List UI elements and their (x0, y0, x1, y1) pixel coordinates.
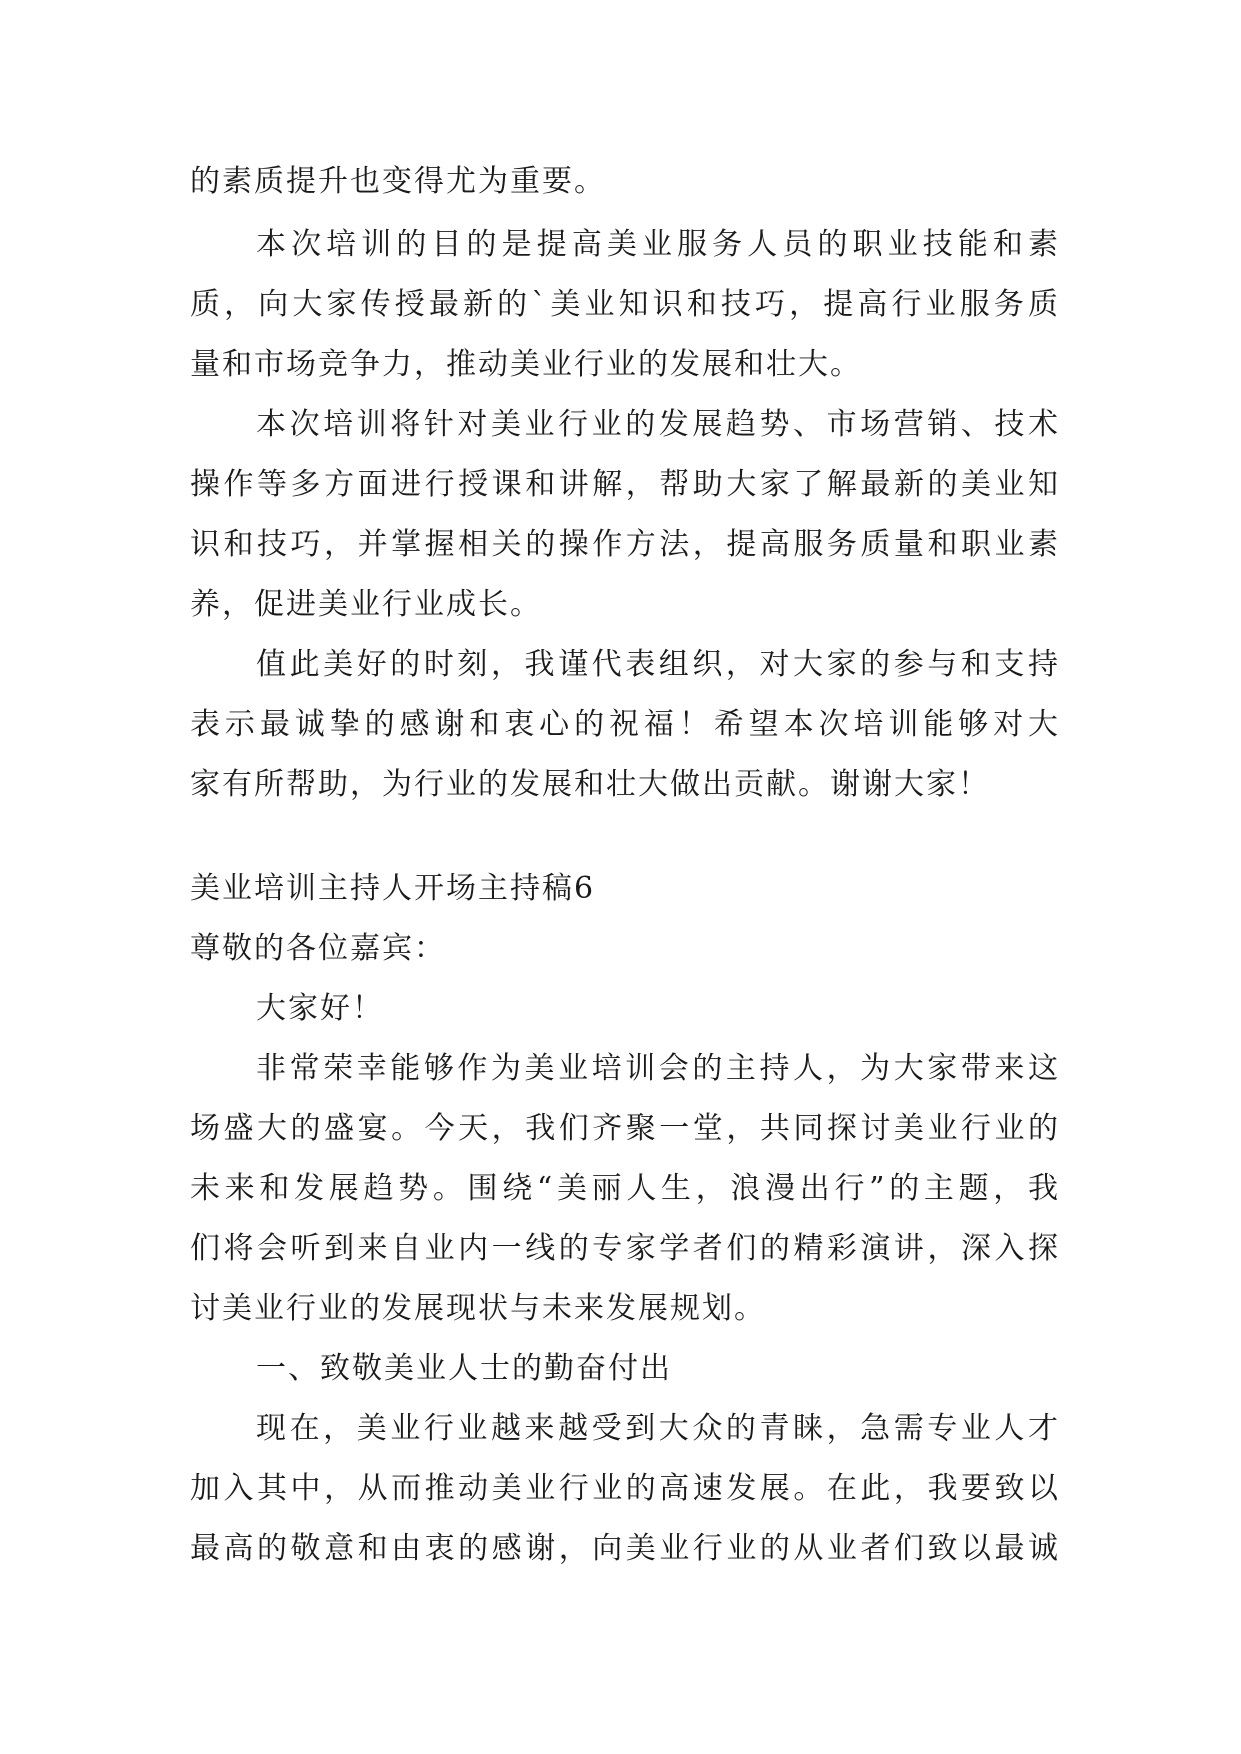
paragraph-line: 家有所帮助，为行业的发展和壮大做出贡献。谢谢大家！ (190, 767, 990, 802)
section-title: 美业培训主持人开场主持稿6 (190, 871, 596, 906)
paragraph-line: 操作等多方面进行授课和讲解，帮助大家了解最新的美业知 (190, 467, 1060, 502)
paragraph-line: 识和技巧，并掌握相关的操作方法，提高服务质量和职业素 (190, 527, 1060, 562)
paragraph-line: 本次培训将针对美业行业的发展趋势、市场营销、技术 (256, 407, 1060, 442)
paragraph-line: 们将会听到来自业内一线的专家学者们的精彩演讲，深入探 (190, 1231, 1060, 1266)
paragraph-line: 最高的敬意和由衷的感谢，向美业行业的从业者们致以最诚 (190, 1531, 1060, 1566)
subheading: 一、致敬美业人士的勤奋付出 (256, 1351, 672, 1386)
greeting: 大家好！ (256, 991, 384, 1026)
paragraph-line: 的素质提升也变得尤为重要。 (190, 164, 606, 199)
paragraph-line: 讨美业行业的发展现状与未来发展规划。 (190, 1291, 766, 1326)
paragraph-line: 现在，美业行业越来越受到大众的青睐，急需专业人才 (256, 1411, 1060, 1446)
paragraph-line: 场盛大的盛宴。今天，我们齐聚一堂，共同探讨美业行业的 (190, 1111, 1060, 1146)
salutation: 尊敬的各位嘉宾： (190, 931, 446, 966)
paragraph-line: 量和市场竞争力，推动美业行业的发展和壮大。 (190, 347, 862, 382)
paragraph-line: 非常荣幸能够作为美业培训会的主持人，为大家带来这 (256, 1051, 1060, 1086)
paragraph-line: 养，促进美业行业成长。 (190, 587, 542, 622)
paragraph-line: 质，向大家传授最新的`美业知识和技巧，提高行业服务质 (190, 287, 1060, 322)
paragraph-line: 加入其中，从而推动美业行业的高速发展。在此，我要致以 (190, 1471, 1060, 1506)
paragraph-line: 值此美好的时刻，我谨代表组织，对大家的参与和支持 (256, 647, 1060, 682)
paragraph-line: 表示最诚挚的感谢和衷心的祝福！希望本次培训能够对大 (190, 707, 1060, 742)
paragraph-line: 本次培训的目的是提高美业服务人员的职业技能和素 (256, 227, 1060, 262)
paragraph-line: 未来和发展趋势。围绕“美丽人生，浪漫出行”的主题，我 (190, 1171, 1060, 1206)
